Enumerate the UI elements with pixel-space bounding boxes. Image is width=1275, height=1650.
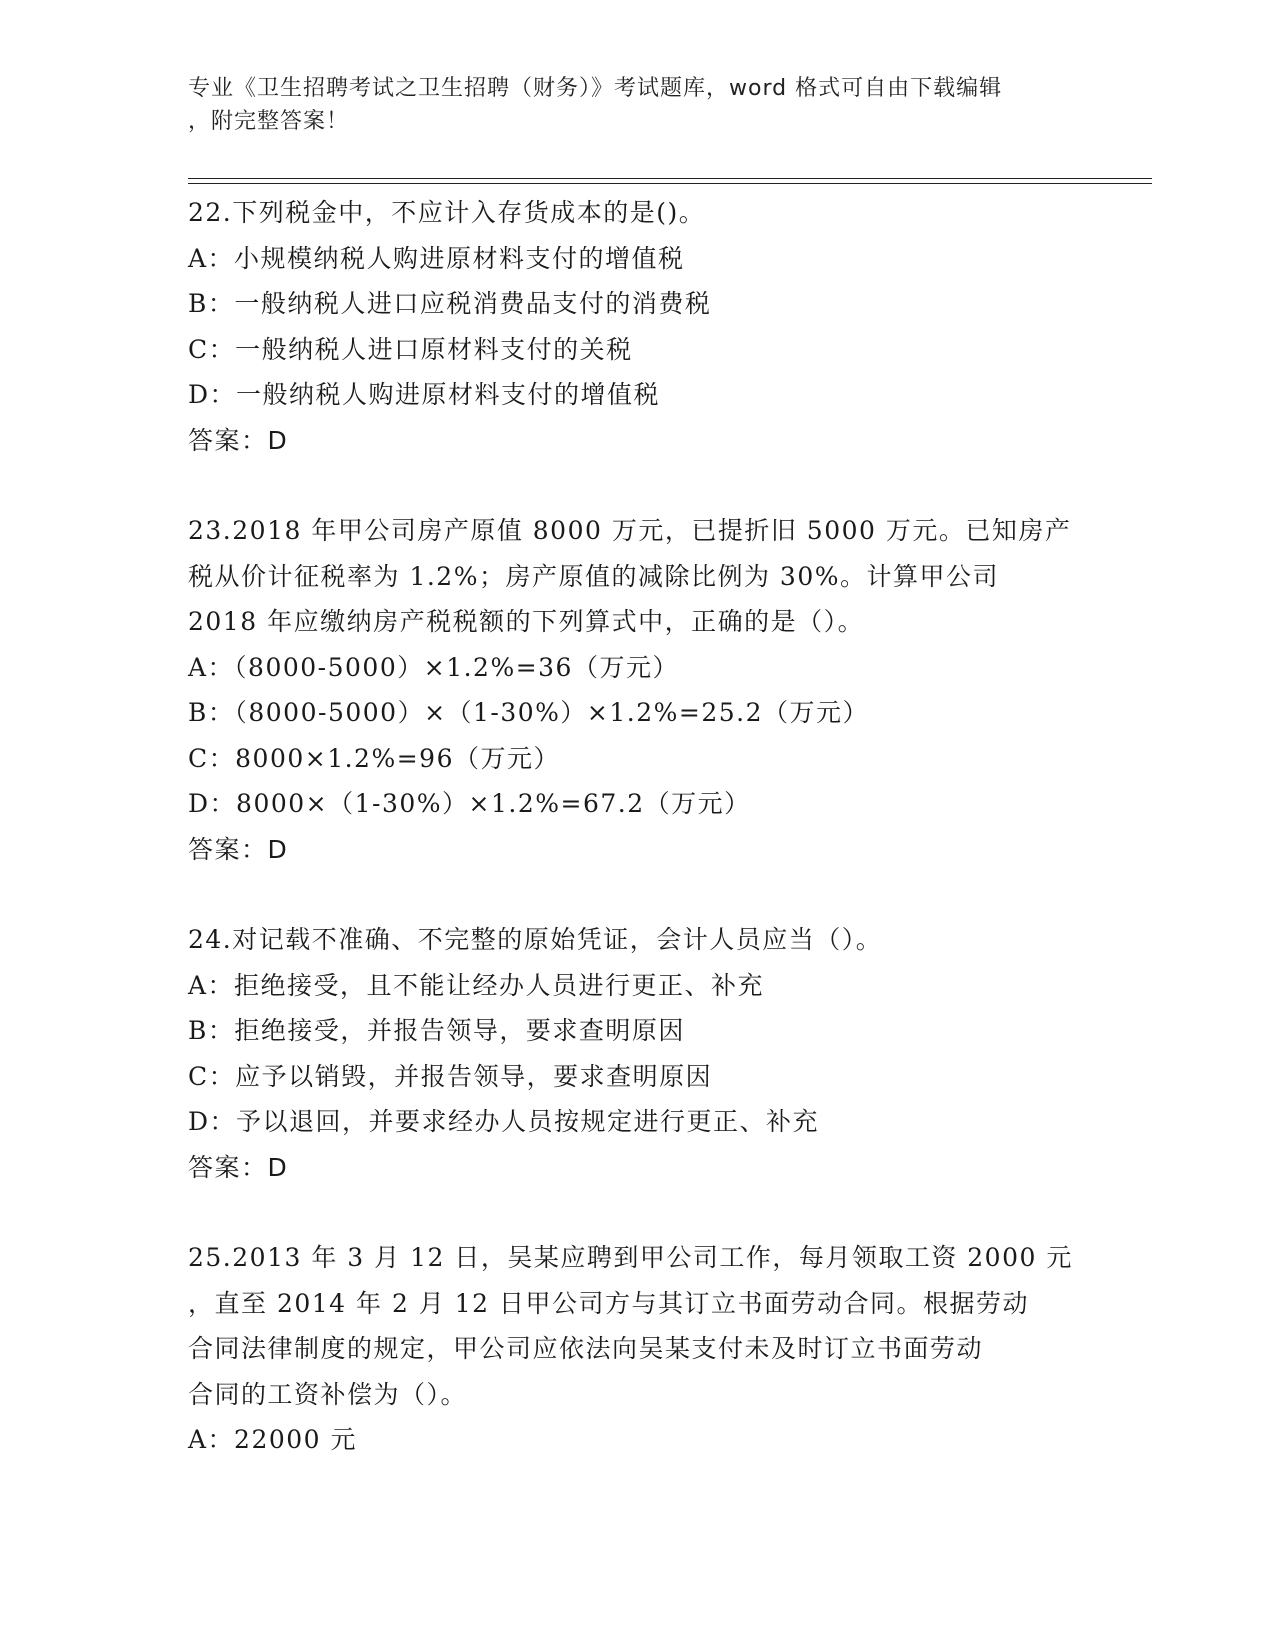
- header-line-2: ，附完整答案！: [188, 109, 350, 134]
- option-d: D：8000×（1-30%）×1.2%=67.2（万元）: [188, 789, 751, 818]
- question-text: ，直至 2014 年 2 月 12 日甲公司方与其订立书面劳动合同。根据劳动: [188, 1288, 1030, 1318]
- option-a: A：22000 元: [188, 1425, 358, 1454]
- header-divider-top: [188, 178, 1152, 179]
- option-c: C：一般纳税人进口原材料支付的关税: [188, 334, 633, 364]
- question-text: 23.2018 年甲公司房产原值 8000 万元，已提折旧 5000 万元。已知房产: [188, 516, 1072, 545]
- header-line-1: 专业《卫生招聘考试之卫生招聘（财务）》考试题库，word 格式可自由下载编辑: [188, 76, 1003, 101]
- question-23: [188, 508, 1088, 872]
- option-a: A：小规模纳税人购进原材料支付的增值税: [188, 243, 685, 273]
- question-text: 合同法律制度的规定，甲公司应依法向吴某支付未及时订立书面劳动: [188, 1334, 984, 1363]
- question-spacer: [188, 463, 1088, 508]
- answer: 答案：D: [188, 834, 289, 864]
- question-text: 24.对记载不准确、不完整的原始凭证，会计人员应当（）。: [188, 925, 883, 954]
- question-text: 合同的工资补偿为（）。: [188, 1379, 468, 1409]
- question-text: 税从价计征税率为 1.2%；房产原值的减除比例为 30%。计算甲公司: [188, 561, 999, 591]
- option-c: C：应予以销毁，并报告领导，要求查明原因: [188, 1061, 713, 1091]
- option-d: D：一般纳税人购进原材料支付的增值税: [188, 380, 661, 409]
- header-divider-bottom: [188, 183, 1152, 184]
- option-b: B：一般纳税人进口应税消费品支付的消费税: [188, 289, 712, 318]
- question-text: 25.2013 年 3 月 12 日，吴某应聘到甲公司工作，每月领取工资 2000 元: [188, 1243, 1073, 1272]
- question-spacer: [188, 872, 1088, 917]
- question-list: [188, 190, 1088, 1463]
- option-d: D：予以退回，并要求经办人员按规定进行更正、补充: [188, 1107, 820, 1136]
- option-b: B：拒绝接受，并报告领导，要求查明原因: [188, 1016, 685, 1045]
- question-25: [188, 1235, 1088, 1463]
- answer: 答案：D: [188, 425, 289, 455]
- question-spacer: [188, 1190, 1088, 1235]
- question-22: [188, 190, 1088, 463]
- answer: 答案：D: [188, 1152, 289, 1182]
- document-header: [188, 72, 1068, 138]
- question-24: [188, 917, 1088, 1190]
- option-a: A：（8000-5000）×1.2%=36（万元）: [188, 652, 679, 682]
- option-b: B：（8000-5000）×（1-30%）×1.2%=25.2（万元）: [188, 698, 870, 727]
- question-text: 2018 年应缴纳房产税税额的下列算式中，正确的是（）。: [188, 607, 865, 636]
- question-text: 22.下列税金中，不应计入存货成本的是()。: [188, 198, 706, 227]
- option-a: A：拒绝接受，且不能让经办人员进行更正、补充: [188, 970, 765, 1000]
- option-c: C：8000×1.2%=96（万元）: [188, 743, 560, 773]
